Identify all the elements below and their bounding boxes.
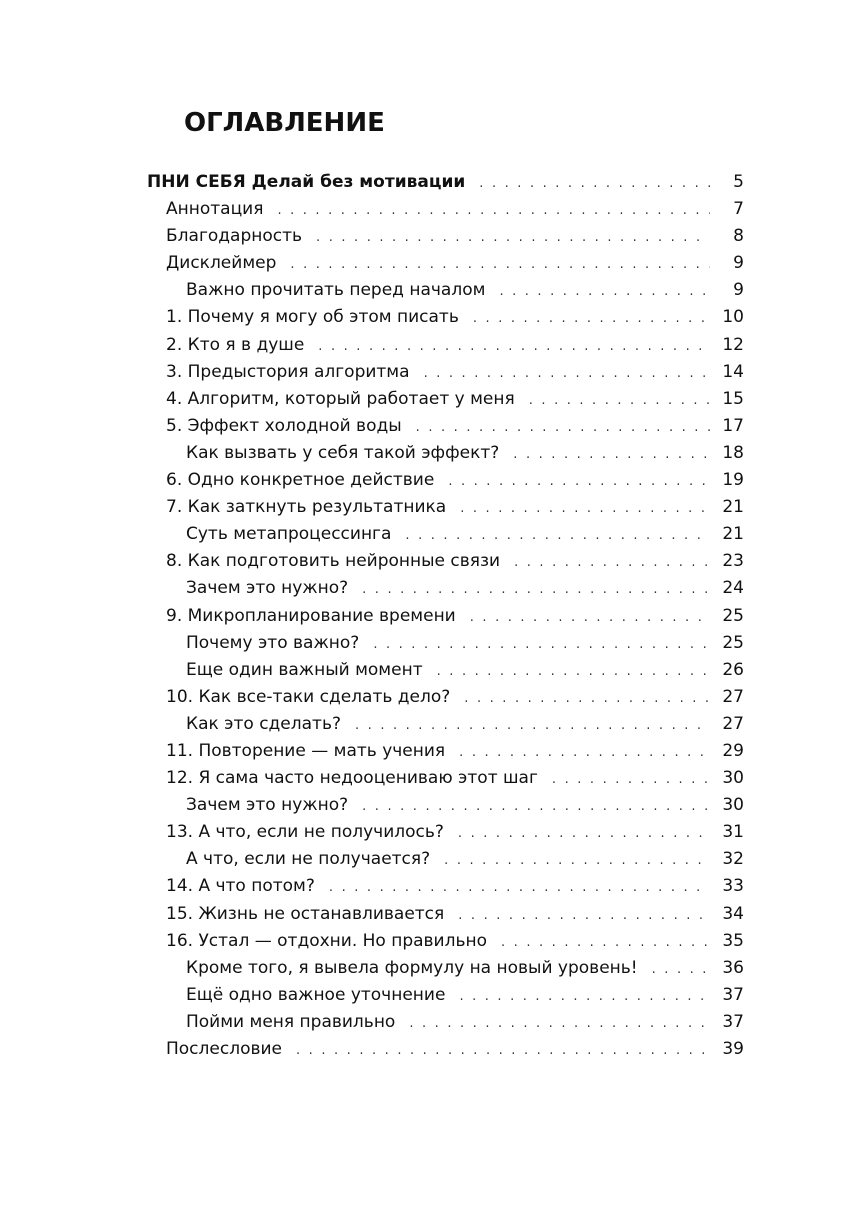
toc-entry-page-number: 25 — [722, 632, 744, 653]
dot-leader — [296, 1037, 710, 1064]
dot-leader — [529, 387, 710, 414]
toc-entry-title: Почему это важно? — [186, 632, 360, 653]
toc-entry-title: 6. Одно конкретное действие — [166, 470, 435, 491]
toc-entry[interactable] — [147, 738, 744, 765]
toc-entry[interactable] — [147, 169, 744, 196]
dot-leader — [329, 874, 710, 901]
toc-entry[interactable] — [147, 304, 744, 331]
toc-entry[interactable] — [147, 575, 744, 602]
toc-entry-page-number: 29 — [722, 740, 744, 761]
dot-leader — [318, 333, 710, 360]
toc-entry-page-number: 35 — [722, 930, 744, 951]
toc-entry[interactable] — [147, 386, 744, 413]
toc-entry-title: 7. Как заткнуть результатника — [166, 497, 447, 518]
toc-entry-page-number: 27 — [722, 686, 744, 707]
toc-entry-page-number: 37 — [722, 984, 744, 1005]
toc-entry[interactable] — [147, 846, 744, 873]
toc-entry-page-number: 36 — [722, 957, 744, 978]
toc-entry-page-number: 39 — [722, 1039, 744, 1059]
toc-entry[interactable] — [147, 657, 744, 684]
dot-leader — [460, 495, 710, 522]
toc-entry[interactable] — [147, 982, 744, 1009]
toc-entry-page-number: 23 — [722, 551, 744, 572]
toc-entry[interactable] — [147, 901, 744, 928]
toc-entry[interactable] — [147, 603, 744, 630]
dot-leader — [514, 549, 710, 576]
toc-entry-page-number: 10 — [722, 307, 744, 328]
dot-leader — [459, 739, 710, 766]
toc-entry-title: 3. Предыстория алгоритма — [166, 361, 410, 382]
toc-entry-title: 12. Я сама часто недооцениваю этот шаг — [166, 768, 538, 789]
toc-entry-page-number: 31 — [722, 822, 744, 843]
toc-entry-title: 1. Почему я могу об этом писать — [166, 307, 459, 328]
toc-entry-title: А что, если не получается? — [186, 849, 431, 870]
dot-leader — [437, 658, 710, 685]
dot-leader — [473, 305, 710, 332]
toc-entry[interactable] — [147, 223, 744, 250]
toc-entry[interactable] — [147, 792, 744, 819]
toc-entry[interactable] — [147, 928, 744, 955]
dot-leader — [501, 929, 710, 956]
toc-entry-page-number: 7 — [733, 199, 744, 220]
toc-entry-page-number: 8 — [733, 226, 744, 247]
toc-entry-page-number: 9 — [733, 253, 744, 274]
toc-entry-title: Суть метапроцессинга — [186, 524, 392, 545]
toc-entry-page-number: 17 — [722, 415, 744, 436]
toc-entry-page-number: 21 — [722, 497, 744, 518]
toc-entry-page-number: 9 — [733, 280, 744, 301]
toc-entry-title: Ещё одно важное уточнение — [186, 984, 446, 1005]
toc-entry-title: Как вызвать у себя такой эффект? — [186, 442, 500, 463]
toc-entry-title: 9. Микропланирование времени — [166, 605, 456, 626]
toc-entry-page-number: 32 — [722, 849, 744, 870]
toc-entry-title: 8. Как подготовить нейронные связи — [166, 551, 501, 572]
toc-entry-page-number: 33 — [722, 876, 744, 897]
toc-entry[interactable] — [147, 684, 744, 711]
dot-leader — [290, 251, 710, 278]
toc-entry[interactable] — [147, 630, 744, 657]
toc-entry[interactable] — [147, 711, 744, 738]
toc-entry[interactable] — [147, 332, 744, 359]
toc-entry-title: 14. А что потом? — [166, 876, 315, 897]
toc-entry-title: 10. Как все-таки сделать дело? — [166, 686, 451, 707]
dot-leader — [277, 197, 710, 224]
toc-entry-title: Дисклеймер — [166, 253, 277, 274]
toc-entry-title: 5. Эффект холодной воды — [166, 415, 402, 436]
toc-entry-page-number: 34 — [722, 903, 744, 924]
toc-entry[interactable] — [147, 548, 744, 575]
dot-leader — [416, 414, 710, 441]
toc-entry-title: Важно прочитать перед началом — [186, 280, 486, 301]
toc-entry-page-number: 25 — [722, 605, 744, 626]
toc-entry[interactable] — [147, 440, 744, 467]
toc-entry-page-number: 24 — [722, 578, 744, 599]
dot-leader — [316, 224, 710, 251]
toc-entry[interactable] — [147, 873, 744, 900]
dot-leader — [409, 1010, 710, 1037]
toc-entry[interactable] — [147, 1009, 744, 1036]
toc-entry[interactable] — [147, 955, 744, 982]
toc-entry-page-number: 12 — [722, 334, 744, 355]
dot-leader — [458, 902, 710, 929]
dot-leader — [652, 956, 710, 983]
toc-entry-title: 11. Повторение — мать учения — [166, 740, 446, 761]
toc-entry[interactable] — [147, 359, 744, 386]
toc-entry-page-number: 26 — [722, 659, 744, 680]
toc-entry-page-number: 30 — [722, 795, 744, 816]
toc-entry-title: Зачем это нужно? — [186, 578, 349, 599]
toc-entry-title: Зачем это нужно? — [186, 795, 349, 816]
dot-leader — [444, 847, 710, 874]
toc-entry-page-number: 37 — [722, 1011, 744, 1032]
toc-entry[interactable] — [147, 250, 744, 277]
toc-entry[interactable] — [147, 521, 744, 548]
toc-entry-title: Пойми меня правильно — [186, 1011, 396, 1032]
toc-entry-title: Кроме того, я вывела формулу на новый уровень! — [186, 957, 638, 978]
dot-leader — [362, 576, 710, 603]
toc-entry[interactable] — [147, 1036, 744, 1063]
dot-leader — [362, 793, 710, 820]
dot-leader — [479, 170, 710, 197]
toc-entry-page-number: 5 — [733, 172, 744, 192]
toc-entry[interactable] — [147, 413, 744, 440]
dot-leader — [513, 441, 710, 468]
page-title: ОГЛАВЛЕНИЕ — [184, 108, 385, 138]
toc-entry-title: 16. Устал — отдохни. Но правильно — [166, 930, 488, 951]
dot-leader — [499, 278, 710, 305]
toc-entry-page-number: 27 — [722, 713, 744, 734]
toc-entry[interactable] — [147, 467, 744, 494]
toc-entry-title: ПНИ СЕБЯ Делай без мотивации — [147, 172, 466, 192]
toc-entry[interactable] — [147, 765, 744, 792]
toc-entry[interactable] — [147, 196, 744, 223]
dot-leader — [424, 360, 710, 387]
toc-entry-page-number: 14 — [722, 361, 744, 382]
dot-leader — [470, 604, 710, 631]
toc-entry[interactable] — [147, 819, 744, 846]
toc-entry-title: 4. Алгоритм, который работает у меня — [166, 388, 515, 409]
toc-entry-page-number: 18 — [722, 442, 744, 463]
toc-entry-page-number: 19 — [722, 470, 744, 491]
dot-leader — [448, 468, 710, 495]
toc-entry[interactable] — [147, 494, 744, 521]
toc-entry-title: 15. Жизнь не останавливается — [166, 903, 445, 924]
dot-leader — [552, 766, 710, 793]
table-of-contents — [147, 169, 744, 1063]
toc-entry-title: Как это сделать? — [186, 713, 341, 734]
toc-entry-title: 2. Кто я в душе — [166, 334, 305, 355]
toc-entry-title: Еще один важный момент — [186, 659, 423, 680]
toc-entry-title: Благодарность — [166, 226, 303, 247]
toc-entry-page-number: 21 — [722, 524, 744, 545]
toc-entry-title: 13. А что, если не получилось? — [166, 822, 444, 843]
dot-leader — [405, 522, 710, 549]
toc-entry-page-number: 30 — [722, 768, 744, 789]
toc-entry-page-number: 15 — [722, 388, 744, 409]
dot-leader — [458, 820, 710, 847]
dot-leader — [464, 685, 710, 712]
dot-leader — [355, 712, 710, 739]
dot-leader — [373, 631, 710, 658]
toc-entry-title: Аннотация — [166, 199, 264, 220]
toc-entry[interactable] — [147, 277, 744, 304]
dot-leader — [459, 983, 710, 1010]
toc-entry-title: Послесловие — [166, 1039, 282, 1059]
